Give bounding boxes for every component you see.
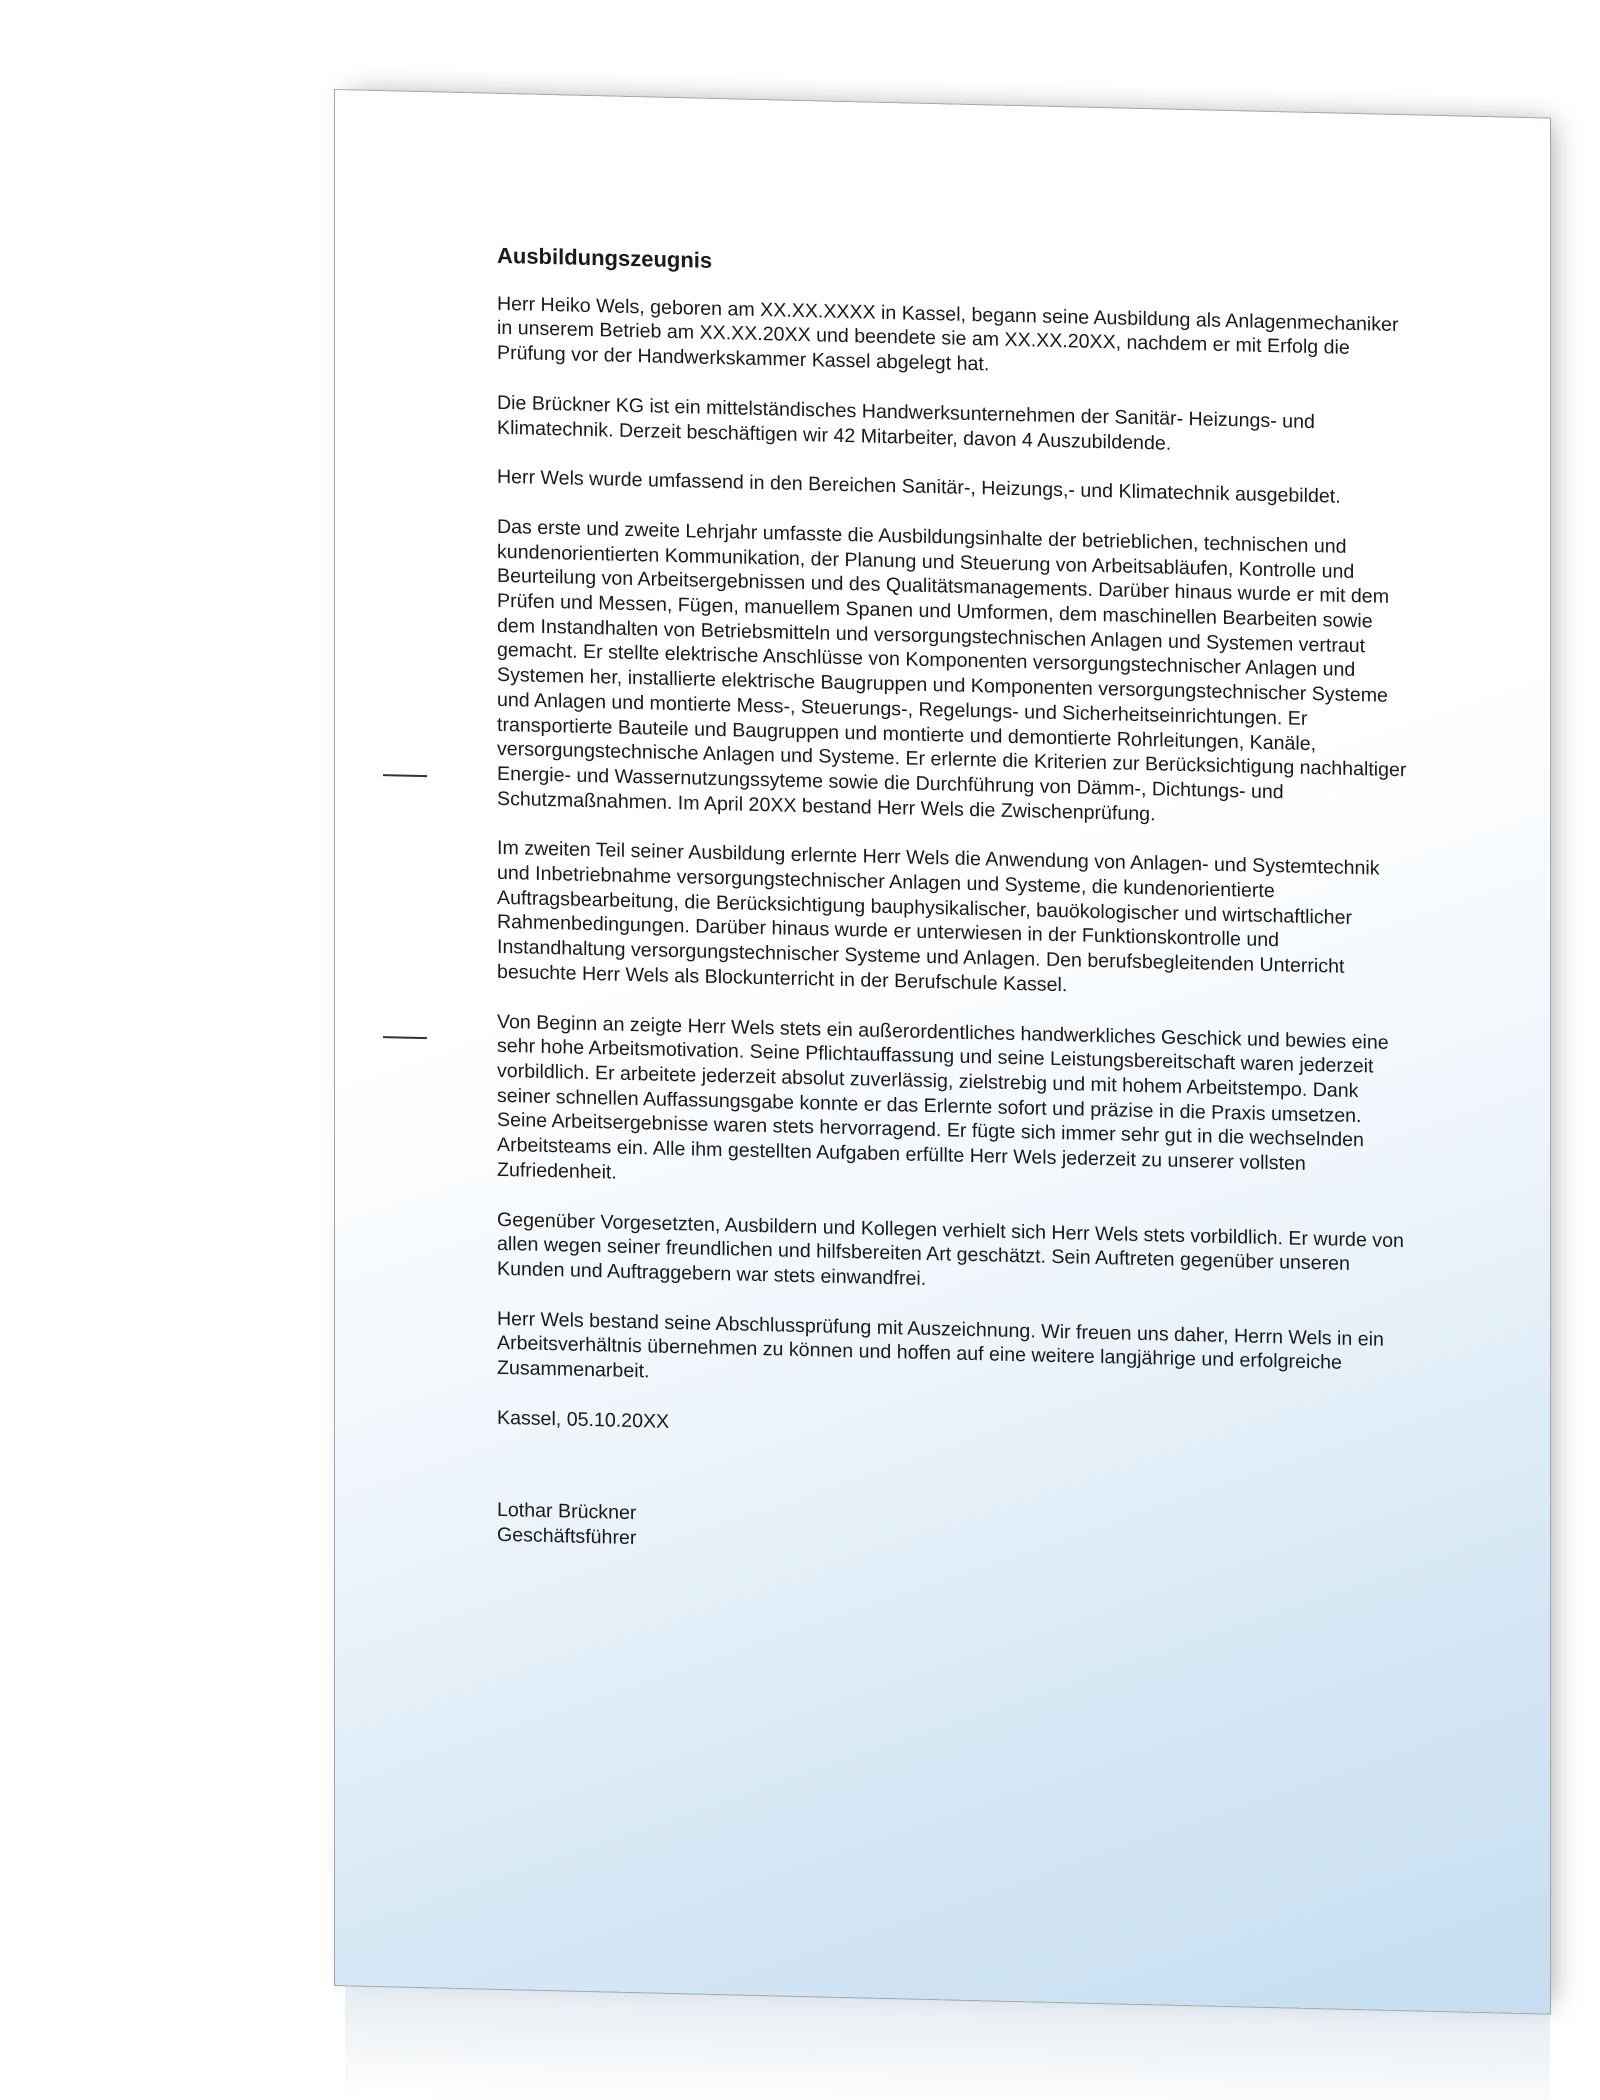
document-title: Ausbildungszeugnis [497, 242, 713, 273]
paragraph-first-years: Das erste und zweite Lehrjahr umfasste die Ausbildungsinhalte der betrieblichen, technischen und kundenorientierten Kommunikation, der Planung und Steuerung von Arbeitsabläufen, Kontrolle und Beurteilung von Arbeitsergebnissen und des Qualitätsmanagements. Darüber hinaus wurde er mit dem Prüfen und Messen, Fügen, manuellem Spanen und Umformen, dem maschinellen Bearbeiten sowie dem Instandhalten von Betriebsmitteln und versorgungstechnischen Anlagen und Systemen vertraut gemacht. Er stellte elektrische Anschlüsse von Komponenten versorgungstechnischer Anlagen und Systemen her, installierte elektrische Baugruppen und Komponenten versorgungstechnischer Systeme und Anlagen und montierte Mess-, Steuerungs-, Regelungs- und Sicherheitseinrichtungen. Er transportierte Bauteile und Baugruppen und montierte und demontierte Rohrleitungen, Kanäle, versorgungstechnische Anlagen und Systeme. Er erlernte die Kriterien zur Berücksichtigung nachhaltiger Energie- und Wassernutzungssyteme sowie die Durchführung von Dämm-, Dichtungs- und Schutzmaßnahmen. Im April 20XX bestand Herr Wels die Zwischenprüfung. [497, 515, 1407, 825]
document-page [335, 90, 1550, 2014]
signature-block [497, 1498, 1457, 1570]
letter-body [497, 244, 1457, 1570]
place-date: Kassel, 05.10.20XX [497, 1406, 670, 1433]
fold-mark-middle [383, 1036, 427, 1039]
paragraph-second-part: Im zweiten Teil seiner Ausbildung erlernte Herr Wels die Anwendung von Anlagen- und Systemtechnik und Inbetriebnahme versorgungstechnischer Anlagen und Systeme, die kundenorientierte Auftragsbearbeitung, die Berücksichtigung bauphysikalischer, bauökologischer und wirtschaftlicher Rahmenbedingungen. Darüber hinaus wurde er unterwiesen in der Funktionskontrolle und Instandhaltung versorgungstechnischer Systeme und Anlagen. Den berufsbegleitenden Unterricht besuchte Herr Wels als Blockunterricht in der Berufschule Kassel. [497, 837, 1380, 997]
paragraph-company: Die Brückner KG ist ein mittelständisches Handwerksunternehmen der Sanitär- Heizungs- und Klimatechnik. Derzeit beschäftigen wir 42 Mitarbeiter, davon 4 Auszubildende. [497, 391, 1315, 455]
paragraph-intro: Herr Heiko Wels, geboren am XX.XX.XXXX in Kassel, begann seine Ausbildung als Anlagenmechaniker in unserem Betrieb am XX.XX.20XX und beendete sie am XX.XX.20XX, nachdem er mit Erfolg die Prüfung vor der Handwerkskammer Kassel abgelegt hat. [497, 292, 1399, 376]
paragraph-performance: Von Beginn an zeigte Herr Wels stets ein außerordentliches handwerkliches Geschick und bewies eine sehr hohe Arbeitsmotivation. Seine Pflichtauffassung und seine Leistungsbereitschaft waren jederzeit vorbildlich. Er arbeitete jederzeit absolut zuverlässig, zielstrebig und mit hohem Arbeitstempo. Dank seiner schnellen Auffassungsgabe konnte er das Erlernte sofort und präzise in die Praxis umsetzen. Seine Arbeitsergebnisse waren stets hervorragend. Er fügte sich immer sehr gut in die wechselnden Arbeitsteams ein. Alle ihm gestellten Aufgaben erfüllte Herr Wels jederzeit zu unserer vollsten Zufriedenheit. [497, 1010, 1389, 1184]
signer-name: Lothar Brückner [497, 1499, 637, 1525]
paragraph-training-areas: Herr Wels wurde umfassend in den Bereichen Sanitär-, Heizungs,- und Klimatechnik ausgebildet. [497, 466, 1341, 508]
paragraph-behavior: Gegenüber Vorgesetzten, Ausbildern und Kollegen verhielt sich Herr Wels stets vorbildlich. Er wurde von allen wegen seiner freundlichen und hilfsbereiten Art geschätzt. Sein Auftreten gegenüber unseren Kunden und Auftraggebern war stets einwandfrei. [497, 1208, 1404, 1290]
signer-role: Geschäftsführer [497, 1523, 637, 1550]
fold-mark-top [383, 774, 427, 777]
paragraph-closing: Herr Wels bestand seine Abschlussprüfung mit Auszeichnung. Wir freuen uns daher, Herrn Wels in ein Arbeitsverhältnis übernehmen zu können und hoffen auf eine weitere langjährige und erfolgreiche Zusammenarbeit. [497, 1307, 1384, 1383]
